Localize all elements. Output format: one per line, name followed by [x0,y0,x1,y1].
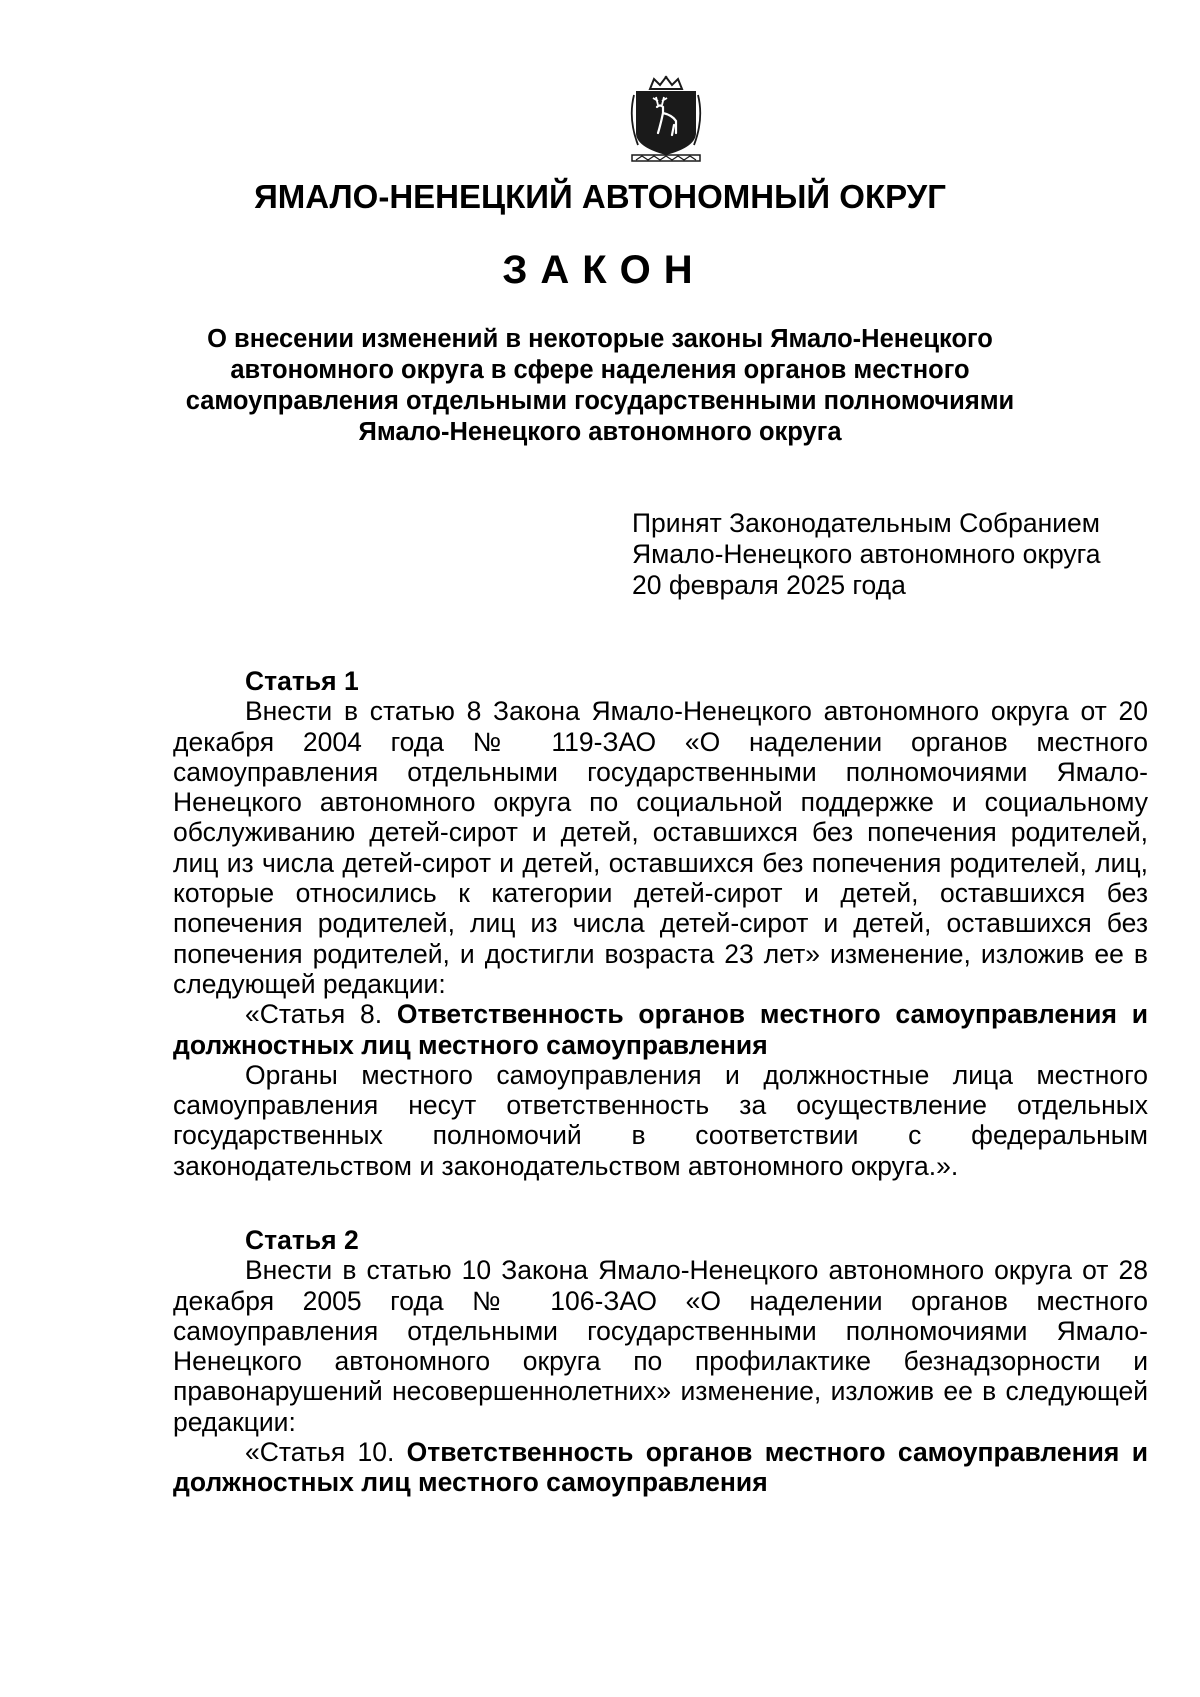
article-2-heading: Статья 2 [245,1225,359,1255]
adoption-line-2: Ямало-Ненецкого автономного округа [632,539,1101,569]
article-1-quoted-heading [173,999,1148,1060]
article-1-quoted-prefix: «Статья 8. [245,999,397,1030]
region-title: ЯМАЛО-НЕНЕЦКИЙ АВТОНОМНЫЙ ОКРУГ [254,178,946,215]
article-2-quoted-heading [173,1437,1148,1498]
article-1-heading: Статья 1 [245,666,359,696]
article-2 [173,1225,1148,1498]
article-1-body: Органы местного самоуправления и должностные лица местного самоуправления несут ответственность за осуществление отдельных государственных полномочий в соответствии с федеральным законодательством и законодательством автономного округа.». [173,1059,1148,1181]
article-1 [173,666,1148,1181]
article-2-quoted-prefix: «Статья 10. [245,1437,407,1468]
adoption-note [632,508,1152,601]
document-type-title: ЗАКОН [502,248,706,292]
adoption-line-1: Принят Законодательным Собранием [632,508,1101,538]
article-1-intro: Внести в статью 8 Закона Ямало-Ненецкого автономного округа от 20 декабря 2004 года № 119-ЗАО «О наделении органов местного самоуправления отдельными государственными полномочиями Ямало-Ненецкого автономного округа по социальной поддержке и социальному обслуживанию детей-сирот и детей, оставшихся без попечения родителей, лиц из числа детей-сирот и детей, оставшихся без попечения родителей, лиц, которые относились к категории детей-сирот и детей, оставшихся без попечения родителей, лиц из числа детей-сирот и детей, оставшихся без попечения родителей, и достигли возраста 23 лет» изменение, изложив ее в следующей редакции: [173,696,1148,999]
coat-of-arms-icon [628,75,704,163]
article-2-intro: Внести в статью 10 Закона Ямало-Ненецкого автономного округа от 28 декабря 2005 года № 106-ЗАО «О наделении органов местного самоуправления отдельными государственными полномочиями Ямало-Ненецкого автономного округа по профилактике безнадзорности и правонарушений несовершеннолетних» изменение, изложив ее в следующей редакции: [173,1255,1148,1437]
article-2-quoted-title: Ответственность органов местного самоуправления и должностных лиц местного самоуправления [173,1437,1148,1498]
law-subject-title: О внесении изменений в некоторые законы Ямало-Ненецкого автономного округа в сфере наделения органов местного самоуправления отдельными государственными полномочиями Ямало-Ненецкого автономного округа [185,325,1015,446]
adoption-date: 20 февраля 2025 года [632,570,906,600]
article-1-quoted-title: Ответственность органов местного самоуправления и должностных лиц местного самоуправления [173,999,1148,1060]
